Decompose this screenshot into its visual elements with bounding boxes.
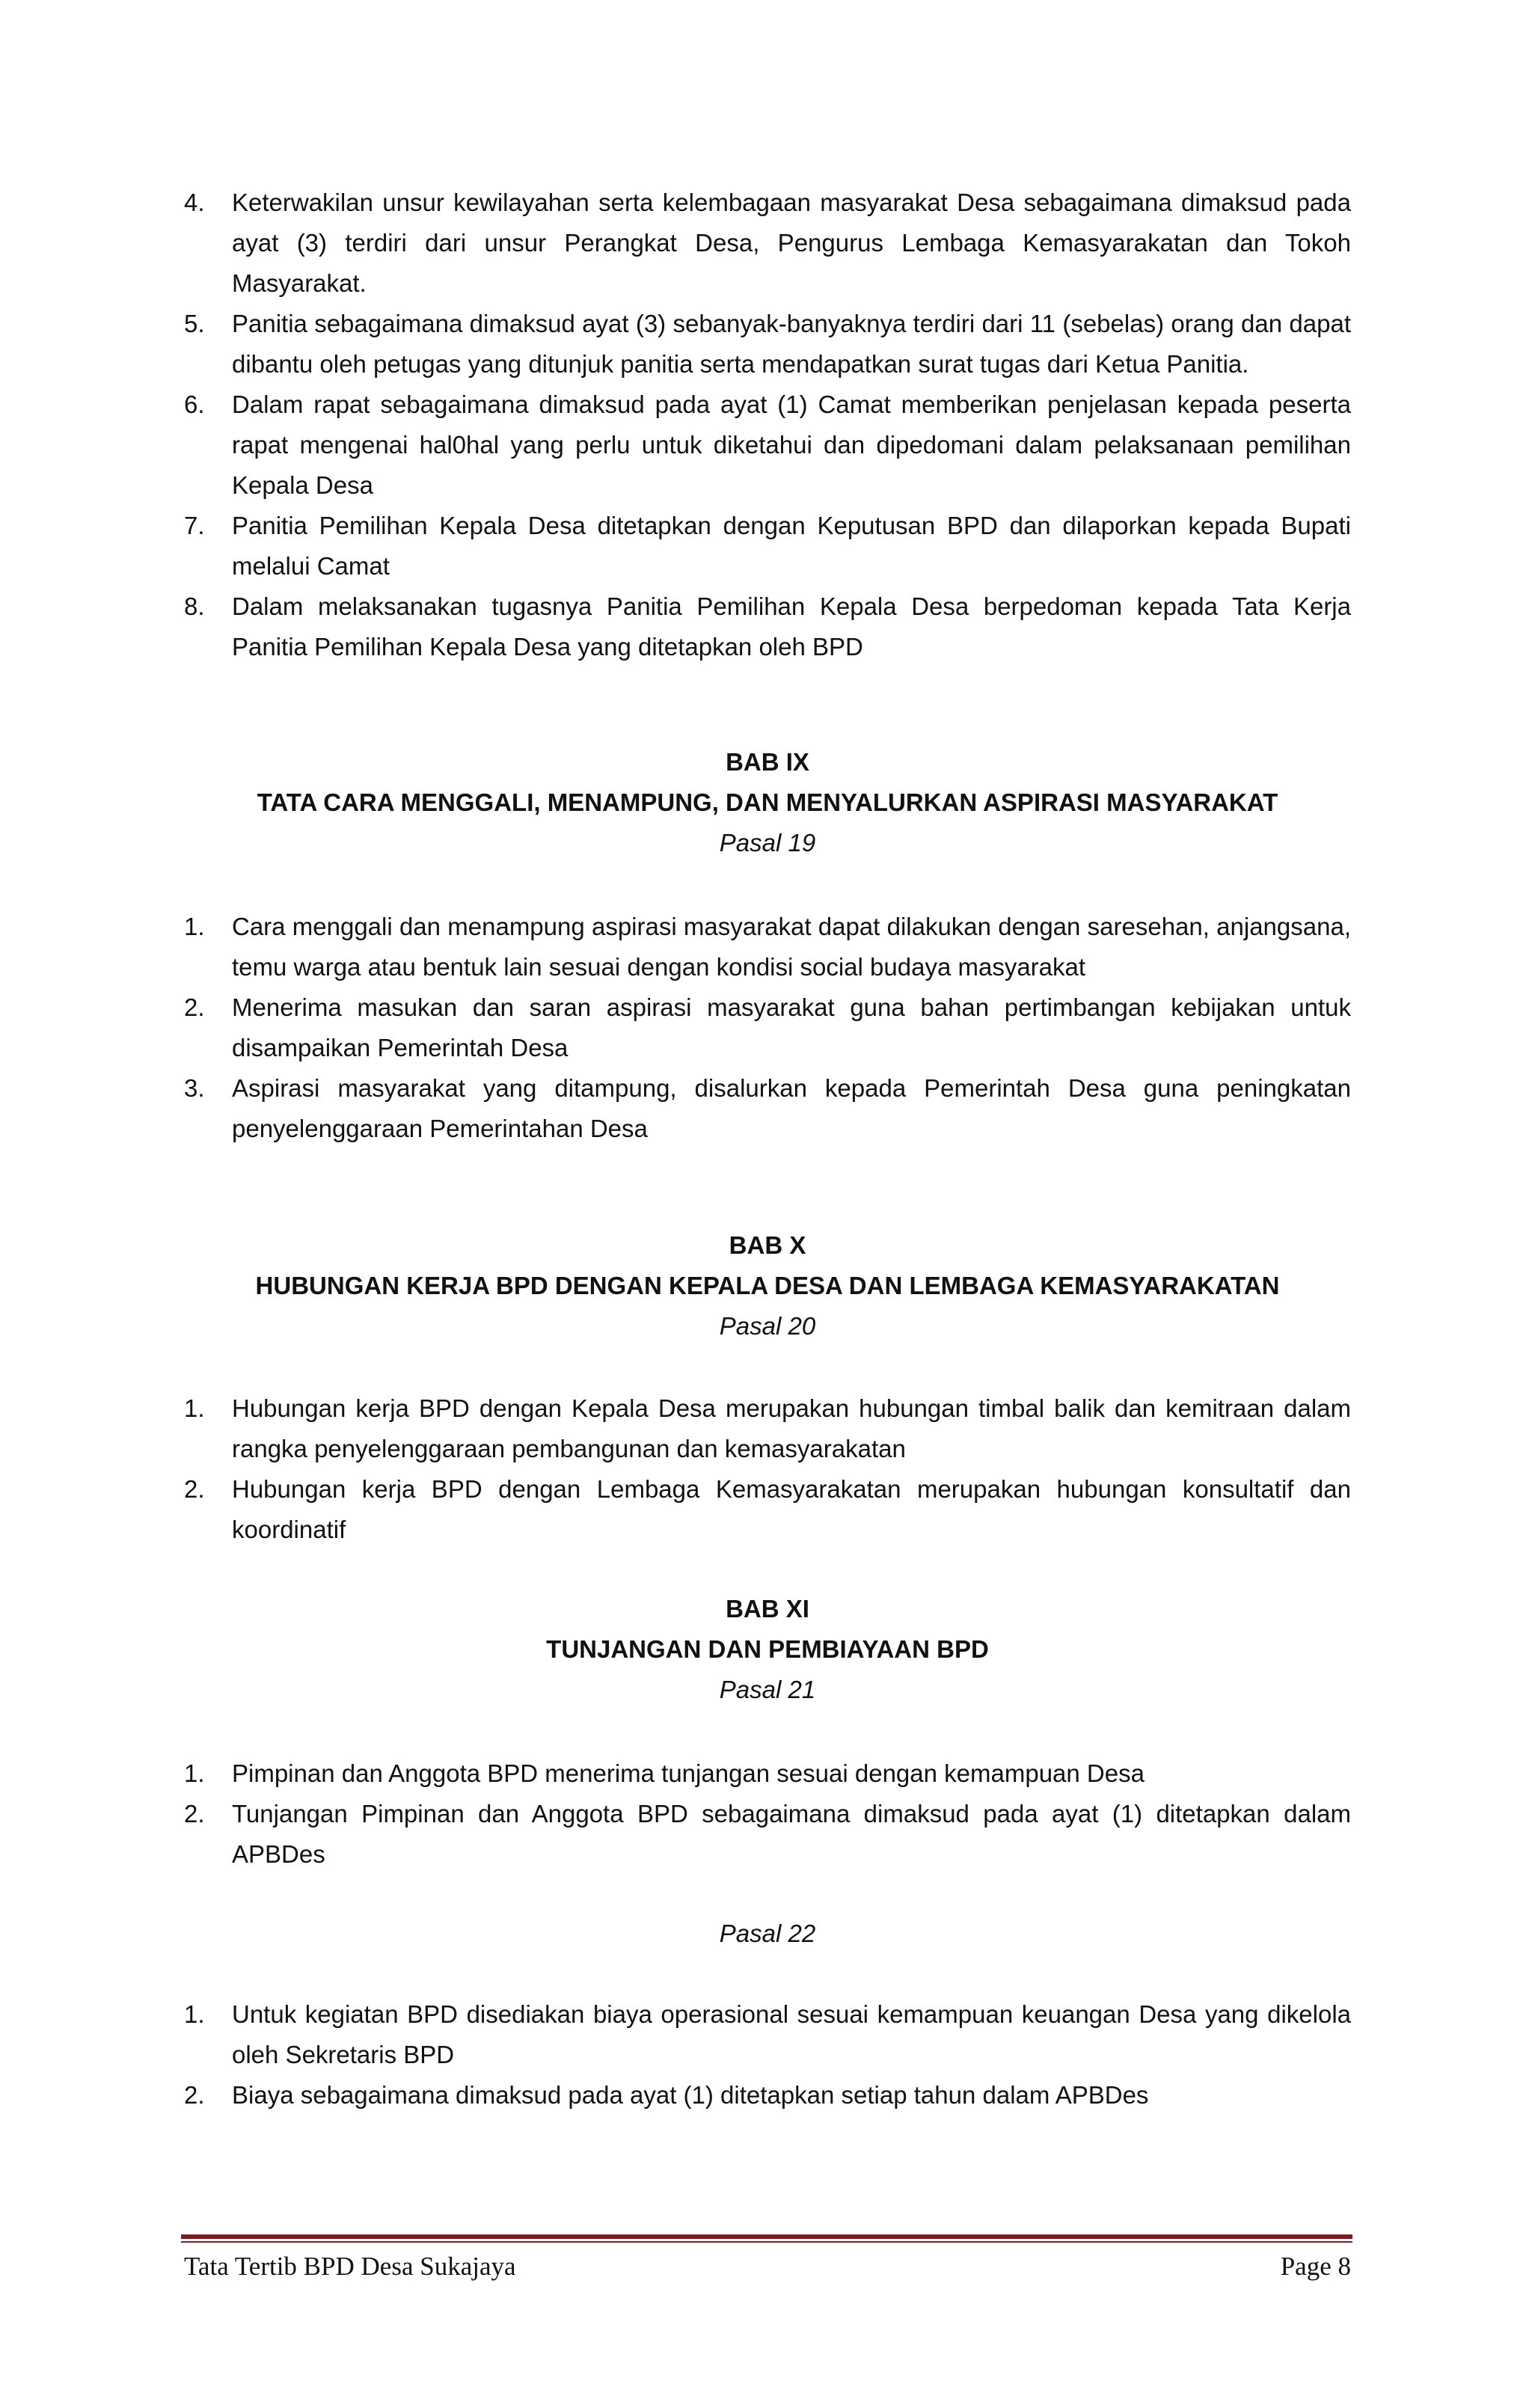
list-item — [184, 907, 1351, 987]
item-number: 3. — [184, 1074, 205, 1102]
item-text: Keterwakilan unsur kewilayahan serta kelembagaan masyarakat Desa sebagaimana dimaksud pada ayat (3) terdiri dari unsur Perangkat Desa, Pengurus Lembaga Kemasyarakatan dan Tokoh Masyarakat. — [232, 189, 1351, 297]
list-item — [184, 1469, 1351, 1550]
footer-document-title: Tata Tertib BPD Desa Sukajaya — [184, 2252, 516, 2281]
item-text: Aspirasi masyarakat yang ditampung, disalurkan kepada Pemerintah Desa guna peningkatan penyelenggaraan Pemerintahan Desa — [232, 1074, 1351, 1142]
item-number: 1. — [184, 1759, 205, 1787]
item-number: 2. — [184, 993, 205, 1021]
list-item — [184, 2075, 1351, 2116]
item-number: 1. — [184, 913, 205, 940]
list-item — [184, 987, 1351, 1068]
item-text: Hubungan kerja BPD dengan Kepala Desa merupakan hubungan timbal balik dan kemitraan dalam rangka penyelenggaraan pembangunan dan kemasyarakatan — [232, 1394, 1351, 1462]
item-text: Pimpinan dan Anggota BPD menerima tunjangan sesuai dengan kemampuan Desa — [232, 1759, 1145, 1787]
item-text: Dalam melaksanakan tugasnya Panitia Pemilihan Kepala Desa berpedoman kepada Tata Kerja Panitia Pemilihan Kepala Desa yang ditetapkan oleh BPD — [232, 592, 1351, 661]
list-item — [184, 506, 1351, 586]
list-pasal-21 — [184, 1753, 1351, 1875]
article-label: Pasal 20 — [719, 1312, 816, 1340]
item-text: Dalam rapat sebagaimana dimaksud pada ayat (1) Camat memberikan penjelasan kepada peserta rapat mengenai hal0hal yang perlu untuk diketahui dan dipedomani dalam pelaksanaan pemilihan Kepala Desa — [232, 390, 1351, 499]
item-number: 1. — [184, 2000, 205, 2028]
list-item — [184, 183, 1351, 304]
item-text: Menerima masukan dan saran aspirasi masyarakat guna bahan pertimbangan kebijakan untuk disampaikan Pemerintah Desa — [232, 993, 1351, 1061]
list-item — [184, 1388, 1351, 1469]
item-number: 7. — [184, 512, 205, 539]
item-text: Panitia sebagaimana dimaksud ayat (3) sebanyak-banyaknya terdiri dari 11 (sebelas) orang dan dapat dibantu oleh petugas yang ditunjuk panitia serta mendapatkan surat tugas dari Ketua Panitia. — [232, 310, 1351, 378]
page-number: Page 8 — [1280, 2252, 1351, 2281]
chapter-number: BAB XI — [726, 1595, 809, 1623]
footer-divider — [181, 2234, 1352, 2243]
item-text: Tunjangan Pimpinan dan Anggota BPD sebagaimana dimaksud pada ayat (1) ditetapkan dalam APBDes — [232, 1800, 1351, 1868]
bab-10-heading — [184, 1225, 1351, 1347]
item-number: 2. — [184, 1800, 205, 1828]
item-number: 6. — [184, 390, 205, 418]
list-item — [184, 586, 1351, 667]
item-text: Biaya sebagaimana dimaksud pada ayat (1) ditetapkan setiap tahun dalam APBDes — [232, 2081, 1149, 2109]
item-text: Cara menggali dan menampung aspirasi masyarakat dapat dilakukan dengan saresehan, anjangsana, temu warga atau bentuk lain sesuai dengan kondisi social budaya masyarakat — [232, 913, 1351, 981]
list-item — [184, 1068, 1351, 1149]
item-number: 2. — [184, 1475, 205, 1503]
item-number: 8. — [184, 592, 205, 620]
item-text: Panitia Pemilihan Kepala Desa ditetapkan dengan Keputusan BPD dan dilaporkan kepada Bupati melalui Camat — [232, 512, 1351, 580]
page-footer — [184, 2250, 1351, 2283]
item-number: 5. — [184, 310, 205, 337]
article-label: Pasal 22 — [719, 1920, 816, 1947]
list-item — [184, 385, 1351, 506]
bab-11-heading — [184, 1589, 1351, 1710]
chapter-number: BAB X — [729, 1231, 806, 1259]
article-label: Pasal 21 — [719, 1676, 816, 1703]
list-item — [184, 1994, 1351, 2075]
item-text: Untuk kegiatan BPD disediakan biaya operasional sesuai kemampuan keuangan Desa yang dikelola oleh Sekretaris BPD — [232, 2000, 1351, 2068]
list-item — [184, 304, 1351, 385]
item-number: 4. — [184, 189, 205, 216]
list-pasal-22 — [184, 1994, 1351, 2116]
chapter-title: TUNJANGAN DAN PEMBIAYAAN BPD — [546, 1635, 989, 1663]
chapter-number: BAB IX — [726, 748, 809, 776]
list-item — [184, 1753, 1351, 1794]
item-text: Hubungan kerja BPD dengan Lembaga Kemasyarakatan merupakan hubungan konsultatif dan koordinatif — [232, 1475, 1351, 1543]
list-pasal-19 — [184, 907, 1351, 1149]
list-item — [184, 1794, 1351, 1875]
bab-9-heading — [184, 742, 1351, 863]
chapter-title: HUBUNGAN KERJA BPD DENGAN KEPALA DESA DAN LEMBAGA KEMASYARAKATAN — [255, 1272, 1280, 1299]
article-label: Pasal 19 — [719, 829, 816, 857]
item-number: 2. — [184, 2081, 205, 2109]
item-number: 1. — [184, 1394, 205, 1422]
pasal-22-heading — [184, 1914, 1351, 1954]
list-pasal-20 — [184, 1388, 1351, 1550]
chapter-title: TATA CARA MENGGALI, MENAMPUNG, DAN MENYALURKAN ASPIRASI MASYARAKAT — [257, 788, 1278, 816]
list-top — [184, 183, 1351, 667]
